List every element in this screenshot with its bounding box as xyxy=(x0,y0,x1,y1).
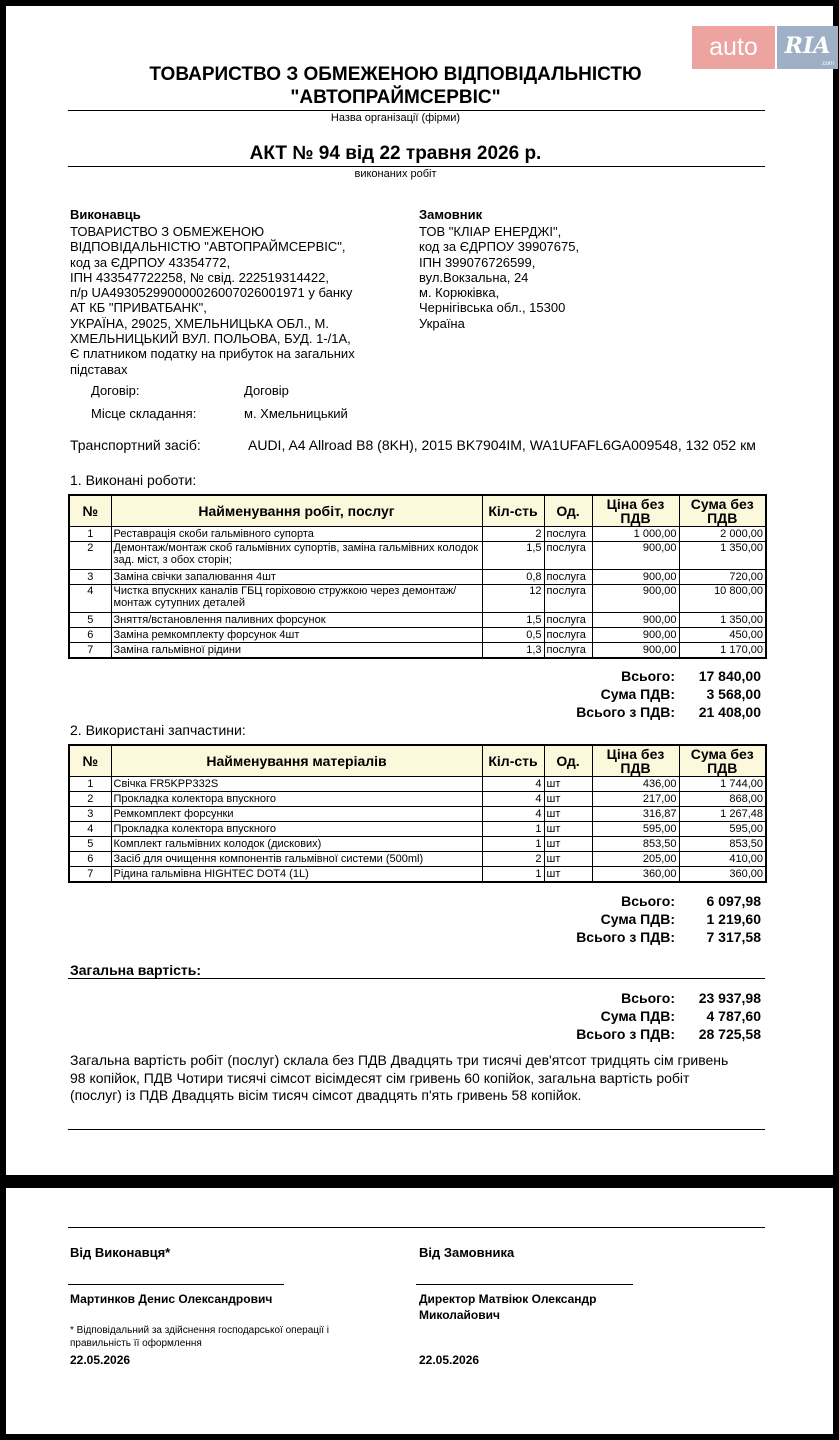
cell-unit: шт xyxy=(544,822,592,837)
table-row xyxy=(69,585,766,613)
cell-sum: 2 000,00 xyxy=(679,527,766,542)
vehicle-label: Транспортний засіб: xyxy=(70,437,201,453)
document-page-1 xyxy=(6,6,833,1175)
act-caption: виконаних робіт xyxy=(354,168,437,180)
cell-price: 900,00 xyxy=(592,542,679,570)
parts-vat-value: 1 219,60 xyxy=(706,911,761,927)
cell-price: 900,00 xyxy=(592,570,679,585)
org-name-line1: ТОВАРИСТВО З ОБМЕЖЕНОЮ ВІДПОВІДАЛЬНІСТЮ xyxy=(149,64,642,85)
cell-qty: 4 xyxy=(482,777,544,792)
table-row xyxy=(69,613,766,628)
cell-num: 1 xyxy=(69,527,111,542)
grand-total-title: Загальна вартість: xyxy=(70,962,202,978)
table-row xyxy=(69,867,766,883)
cell-qty: 1,5 xyxy=(482,542,544,570)
divider xyxy=(68,1129,765,1130)
customer-sign-title: Від Замовника xyxy=(419,1245,515,1260)
table-header-row xyxy=(69,495,766,527)
cell-sum: 1 350,00 xyxy=(679,613,766,628)
cell-unit: послуга xyxy=(544,613,592,628)
col-header-price: Ціна без ПДВ xyxy=(592,495,679,527)
cell-name: Комплект гальмівних колодок (дискових) xyxy=(111,837,482,852)
cell-price: 1 000,00 xyxy=(592,527,679,542)
cell-sum: 1 170,00 xyxy=(679,643,766,659)
cell-num: 7 xyxy=(69,867,111,883)
works-with-vat-label: Всього з ПДВ: xyxy=(576,704,675,720)
cell-unit: послуга xyxy=(544,585,592,613)
col-header-qty: Кіл-сть xyxy=(482,495,544,527)
cell-price: 853,50 xyxy=(592,837,679,852)
cell-sum: 853,50 xyxy=(679,837,766,852)
cell-price: 900,00 xyxy=(592,643,679,659)
place-value: м. Хмельницький xyxy=(244,406,348,421)
cell-unit: шт xyxy=(544,807,592,822)
cell-unit: шт xyxy=(544,867,592,883)
cell-sum: 868,00 xyxy=(679,792,766,807)
cell-qty: 1,3 xyxy=(482,643,544,659)
cell-name: Ремкомплект форсунки xyxy=(111,807,482,822)
cell-name: Прокладка колектора впускного xyxy=(111,792,482,807)
responsible-footnote: * Відповідальний за здійснення господарської операції і правильність її оформлення xyxy=(70,1325,329,1349)
cell-unit: послуга xyxy=(544,570,592,585)
works-total-label: Всього: xyxy=(621,668,675,684)
parts-total-label: Всього: xyxy=(621,893,675,909)
vehicle-value: AUDI, A4 Allroad B8 (8KH), 2015 BK7904IM, WA1UFAFL6GA009548, 132 052 км xyxy=(248,437,756,453)
watermark-ria-text: RIA .com xyxy=(777,26,838,69)
parts-vat-label: Сума ПДВ: xyxy=(600,911,675,927)
cell-price: 900,00 xyxy=(592,585,679,613)
cell-num: 5 xyxy=(69,837,111,852)
cell-num: 3 xyxy=(69,570,111,585)
cell-name: Заміна ремкомплекту форсунок 4шт xyxy=(111,628,482,643)
cell-num: 7 xyxy=(69,643,111,659)
cell-num: 1 xyxy=(69,777,111,792)
cell-name: Чистка впускних каналів ГБЦ горіховою стружкою через демонтаж/монтаж сутупних деталей xyxy=(111,585,482,613)
cell-num: 6 xyxy=(69,628,111,643)
cell-name: Свічка FR5KPP332S xyxy=(111,777,482,792)
col-header-qty: Кіл-сть xyxy=(482,745,544,777)
table-row xyxy=(69,852,766,867)
col-header-price: Ціна без ПДВ xyxy=(592,745,679,777)
customer-sign-date: 22.05.2026 xyxy=(419,1353,480,1367)
cell-name: Реставрація скоби гальмівного супорта xyxy=(111,527,482,542)
works-vat-value: 3 568,00 xyxy=(706,686,761,702)
cell-qty: 0,5 xyxy=(482,628,544,643)
contract-value: Договір xyxy=(244,383,289,398)
grand-total-label: Всього: xyxy=(621,990,675,1006)
cell-qty: 1 xyxy=(482,822,544,837)
works-section-title: 1. Виконані роботи: xyxy=(70,472,197,488)
cell-unit: послуга xyxy=(544,643,592,659)
table-row xyxy=(69,822,766,837)
table-row xyxy=(69,542,766,570)
cell-unit: шт xyxy=(544,852,592,867)
works-table xyxy=(68,494,767,659)
cell-price: 205,00 xyxy=(592,852,679,867)
parts-section-title: 2. Використані запчастини: xyxy=(70,722,246,738)
cell-unit: шт xyxy=(544,792,592,807)
col-header-unit: Од. xyxy=(544,745,592,777)
customer-signature-line xyxy=(416,1284,633,1285)
parts-with-vat-label: Всього з ПДВ: xyxy=(576,929,675,945)
table-row xyxy=(69,807,766,822)
cell-sum: 1 744,00 xyxy=(679,777,766,792)
grand-vat-value: 4 787,60 xyxy=(706,1008,761,1024)
cell-sum: 595,00 xyxy=(679,822,766,837)
parts-table xyxy=(68,744,767,883)
cell-qty: 4 xyxy=(482,807,544,822)
act-title: АКТ № 94 від 22 травня 2026 р. xyxy=(249,143,542,164)
cell-price: 360,00 xyxy=(592,867,679,883)
table-row xyxy=(69,777,766,792)
parts-total-value: 6 097,98 xyxy=(706,893,761,909)
place-label: Місце складання: xyxy=(91,406,197,421)
contract-label: Договір: xyxy=(91,383,140,398)
cell-sum: 450,00 xyxy=(679,628,766,643)
cell-unit: послуга xyxy=(544,527,592,542)
table-row xyxy=(69,837,766,852)
table-row xyxy=(69,527,766,542)
cell-unit: шт xyxy=(544,777,592,792)
cell-sum: 10 800,00 xyxy=(679,585,766,613)
cell-price: 217,00 xyxy=(592,792,679,807)
executor-sign-date: 22.05.2026 xyxy=(70,1353,131,1367)
cell-num: 4 xyxy=(69,585,111,613)
parts-with-vat-value: 7 317,58 xyxy=(706,929,761,945)
customer-details: ТОВ "КЛІАР ЕНЕРДЖІ", код за ЄДРПОУ 39907675, ІПН 399076726599, вул.Вокзальна, 24 м. Корюківка, Чернігівська обл., 15300 Україна xyxy=(419,224,580,331)
cell-name: Демонтаж/монтаж скоб гальмівних супортів, заміна гальмівних колодок зад. міст, з обох сторін; xyxy=(111,542,482,570)
org-name-line2: "АВТОПРАЙМСЕРВІС" xyxy=(290,87,501,108)
grand-total-value: 23 937,98 xyxy=(698,990,761,1006)
cell-num: 5 xyxy=(69,613,111,628)
cell-price: 900,00 xyxy=(592,613,679,628)
cell-name: Прокладка колектора впускного xyxy=(111,822,482,837)
cell-qty: 2 xyxy=(482,852,544,867)
divider xyxy=(68,166,765,167)
table-row xyxy=(69,570,766,585)
cell-num: 2 xyxy=(69,792,111,807)
org-caption: Назва організації (фірми) xyxy=(330,112,461,124)
cell-num: 6 xyxy=(69,852,111,867)
watermark-auto-text: auto xyxy=(692,26,775,69)
customer-sign-name: Директор Матвіюк Олександр Миколайович xyxy=(419,1292,597,1322)
cell-name: Заміна свічки запалювання 4шт xyxy=(111,570,482,585)
cell-name: Зняття/встановлення паливних форсунок xyxy=(111,613,482,628)
cell-price: 595,00 xyxy=(592,822,679,837)
cell-sum: 1 267,48 xyxy=(679,807,766,822)
grand-with-vat-label: Всього з ПДВ: xyxy=(576,1026,675,1042)
cell-sum: 410,00 xyxy=(679,852,766,867)
cell-sum: 1 350,00 xyxy=(679,542,766,570)
table-header-row xyxy=(69,745,766,777)
executor-sign-name: Мартинков Денис Олександрович xyxy=(70,1292,273,1306)
executor-details: ТОВАРИСТВО З ОБМЕЖЕНОЮ ВІДПОВІДАЛЬНІСТЮ "АВТОПРАЙМСЕРВІС", код за ЄДРПОУ 43354772, ІПН 433547722258, № свід. 222519314422, п/р UA493052990000026007026001971 у банку АТ КБ "ПРИВАТБАНК", УКРАЇНА, 29025, ХМЕЛЬНИЦЬКА ОБЛ., М. ХМЕЛЬНИЦЬКИЙ ВУЛ. ПОЛЬОВА, БУД. 1-/1А, Є платником податку на прибуток на загальних підставах xyxy=(70,224,355,377)
works-vat-label: Сума ПДВ: xyxy=(600,686,675,702)
executor-sign-title: Від Виконавця* xyxy=(70,1245,171,1260)
cell-qty: 1 xyxy=(482,867,544,883)
works-total-value: 17 840,00 xyxy=(698,668,761,684)
table-row xyxy=(69,628,766,643)
cell-num: 3 xyxy=(69,807,111,822)
cell-name: Заміна гальмівної рідини xyxy=(111,643,482,659)
col-header-sum: Сума без ПДВ xyxy=(679,745,766,777)
cell-num: 4 xyxy=(69,822,111,837)
cell-price: 900,00 xyxy=(592,628,679,643)
cell-price: 316,87 xyxy=(592,807,679,822)
grand-vat-label: Сума ПДВ: xyxy=(600,1008,675,1024)
table-row xyxy=(69,643,766,659)
cell-unit: послуга xyxy=(544,628,592,643)
col-header-unit: Од. xyxy=(544,495,592,527)
cell-qty: 0,8 xyxy=(482,570,544,585)
customer-title: Замовник xyxy=(419,207,483,222)
cell-name: Засіб для очищення компонентів гальмівної системи (500ml) xyxy=(111,852,482,867)
col-header-num: № xyxy=(69,745,111,777)
col-header-name: Найменування робіт, послуг xyxy=(111,495,482,527)
cell-sum: 360,00 xyxy=(679,867,766,883)
cell-qty: 4 xyxy=(482,792,544,807)
cell-name: Рідина гальмівна HIGHTEC DOT4 (1L) xyxy=(111,867,482,883)
col-header-num: № xyxy=(69,495,111,527)
cell-price: 436,00 xyxy=(592,777,679,792)
table-row xyxy=(69,792,766,807)
cell-num: 2 xyxy=(69,542,111,570)
divider xyxy=(68,978,765,979)
executor-signature-line xyxy=(68,1284,284,1285)
autoria-watermark xyxy=(692,26,838,69)
cell-qty: 12 xyxy=(482,585,544,613)
cell-qty: 2 xyxy=(482,527,544,542)
cell-unit: шт xyxy=(544,837,592,852)
cell-unit: послуга xyxy=(544,542,592,570)
executor-title: Виконавць xyxy=(70,207,141,222)
grand-with-vat-value: 28 725,58 xyxy=(698,1026,761,1042)
cell-sum: 720,00 xyxy=(679,570,766,585)
document-page-2 xyxy=(6,1188,833,1434)
cell-qty: 1,5 xyxy=(482,613,544,628)
col-header-name: Найменування матеріалів xyxy=(111,745,482,777)
col-header-sum: Сума без ПДВ xyxy=(679,495,766,527)
amount-in-words: Загальна вартість робіт (послуг) склала без ПДВ Двадцять три тисячі дев'ятсот тридцять сім гривень 98 копійок, ПДВ Чотири тисячі сімсот вісімдесят сім гривень 60 копійок, загальна вартість робіт (послуг) із ПДВ Двадцять вісім тисяч сімсот двадцять п'ять гривень 58 копійок. xyxy=(70,1052,729,1103)
works-with-vat-value: 21 408,00 xyxy=(698,704,761,720)
divider xyxy=(68,110,765,111)
divider xyxy=(68,1227,765,1228)
cell-qty: 1 xyxy=(482,837,544,852)
